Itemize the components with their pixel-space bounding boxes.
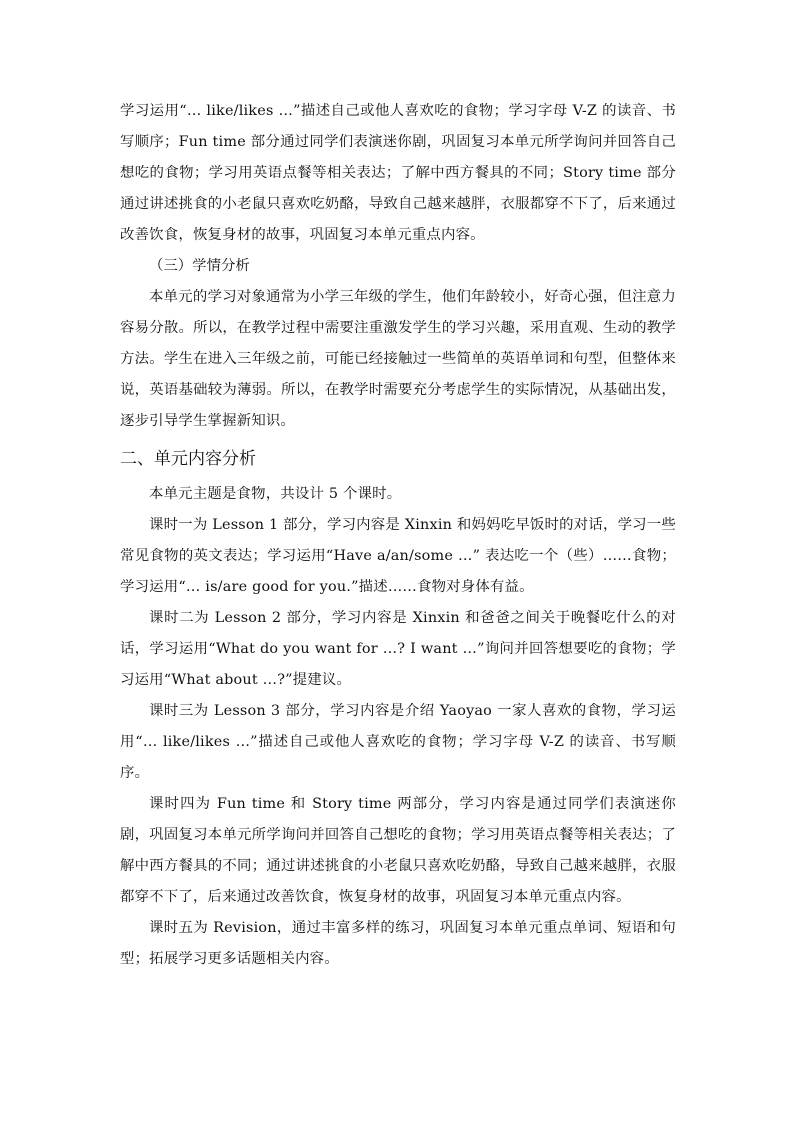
lesson-5-paragraph: 课时五为 Revision，通过丰富多样的练习，巩固复习本单元重点单词、短语和句型；拓展学习更多话题相关内容。: [120, 920, 676, 967]
lesson-4-paragraph: 课时四为 Fun time 和 Story time 两部分，学习内容是通过同学们表演迷你剧，巩固复习本单元所学询问并回答自己想吃的食物；学习用英语点餐等相关表达；了解中西方餐具的不同；通过讲述挑食的小老鼠只喜欢吃奶酪，导致自己越来越胖，衣服都穿不下了，后来通过改善饮食，恢复身材的故事，巩固复习本单元重点内容。: [120, 796, 676, 905]
unit-analysis-heading: 二、单元内容分析: [120, 449, 256, 469]
lesson-1-paragraph: 课时一为 Lesson 1 部分，学习内容是 Xinxin 和妈妈吃早饭时的对话，学习一些常见食物的英文表达；学习运用“Have a/an/some …” 表达吃一个（些）……食物；学习运用“… is/are good for you.”描述……食物对身体有益。: [120, 517, 676, 595]
learner-analysis-heading: （三）学情分析: [149, 258, 250, 274]
intro-paragraph: 学习运用“… like/likes …”描述自己或他人喜欢吃的食物；学习字母 V-Z 的读音、书写顺序；Fun time 部分通过同学们表演迷你剧，巩固复习本单元所学询问并回答自己想吃的食物；学习用英语点餐等相关表达；了解中西方餐具的不同；Story time 部分通过讲述挑食的小老鼠只喜欢吃奶酪，导致自己越来越胖，衣服都穿不下了，后来通过改善饮食，恢复身材的故事，巩固复习本单元重点内容。: [120, 103, 676, 243]
lesson-2-paragraph: 课时二为 Lesson 2 部分，学习内容是 Xinxin 和爸爸之间关于晚餐吃什么的对话，学习运用“What do you want for …? I want …”询问并回答想要吃的食物；学习运用“What about …?”提建议。: [120, 610, 676, 688]
learner-analysis-paragraph: 本单元的学习对象通常为小学三年级的学生，他们年龄较小，好奇心强，但注意力容易分散。所以，在教学过程中需要注重激发学生的学习兴趣，采用直观、生动的教学方法。学生在进入三年级之前，可能已经接触过一些简单的英语单词和句型，但整体来说，英语基础较为薄弱。所以，在教学时需要充分考虑学生的实际情况，从基础出发，逐步引导学生掌握新知识。: [120, 289, 676, 429]
lesson-3-paragraph: 课时三为 Lesson 3 部分，学习内容是介绍 Yaoyao 一家人喜欢的食物，学习运用“… like/likes …”描述自己或他人喜欢吃的食物；学习字母 V-Z 的读音、书写顺序。: [120, 703, 676, 781]
unit-summary-paragraph: 本单元主题是食物，共设计 5 个课时。: [149, 486, 402, 502]
document-body: [120, 96, 676, 975]
